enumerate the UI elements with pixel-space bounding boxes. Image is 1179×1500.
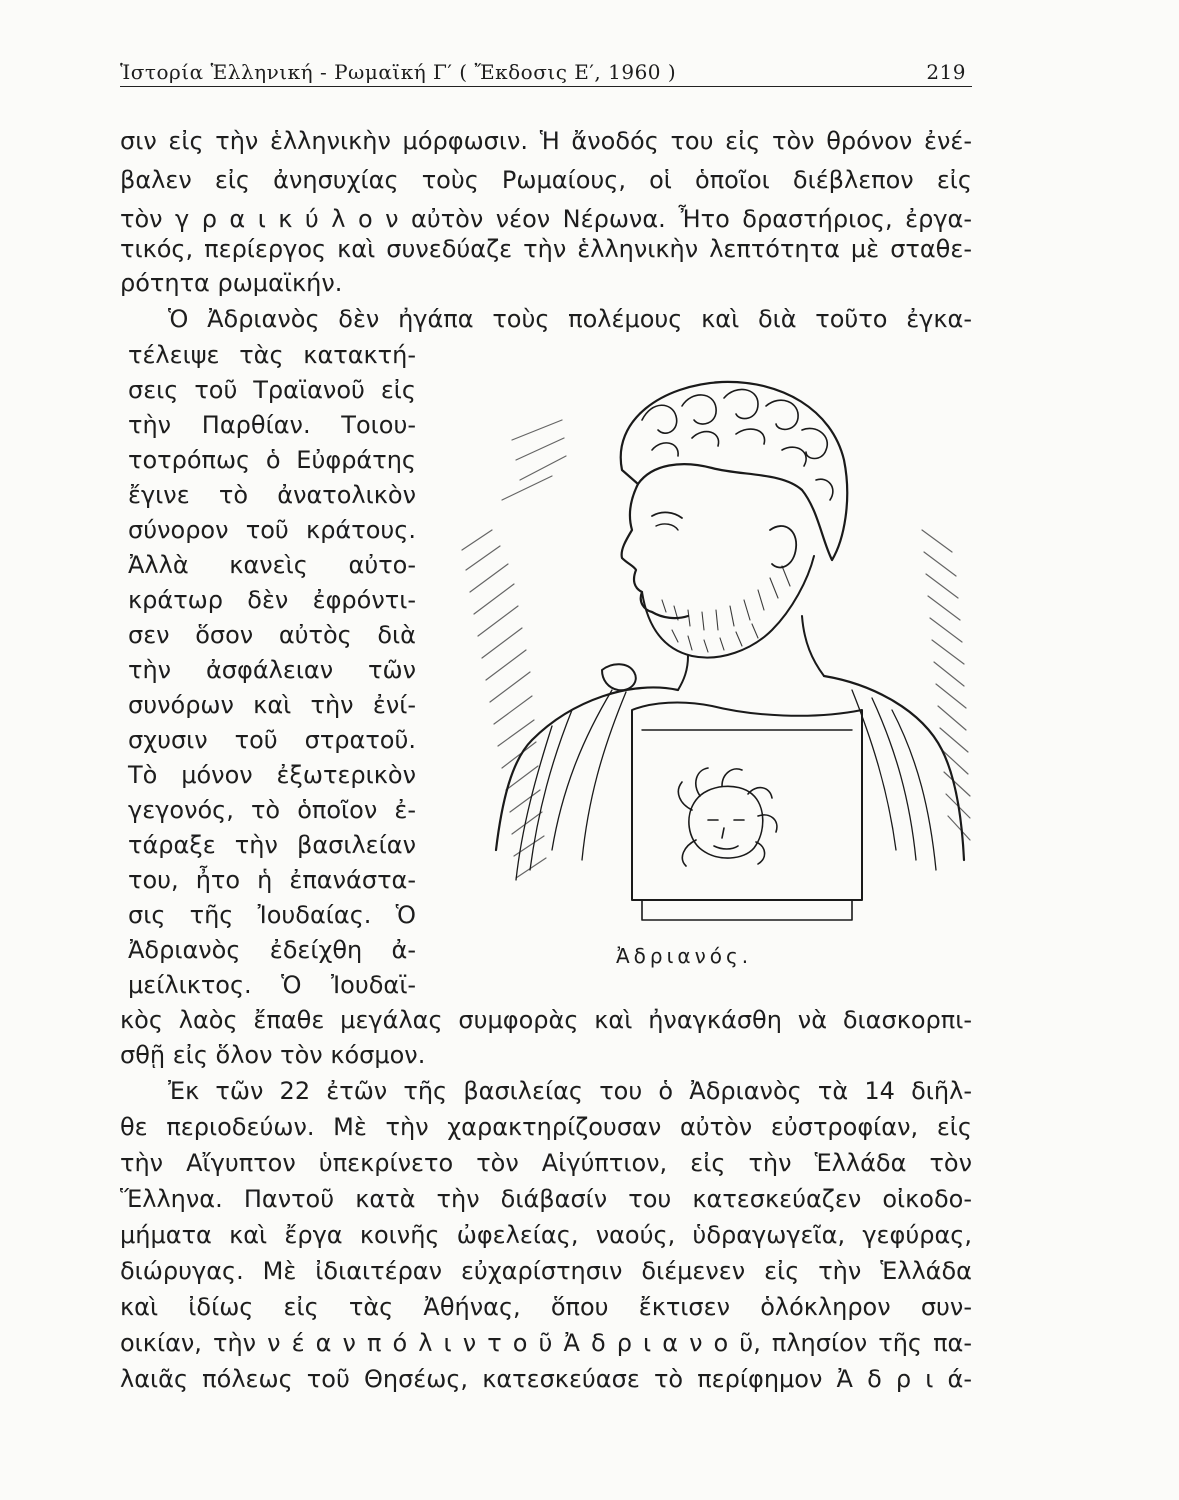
text-line: γεγονός, τὸ ὁποῖον ἐ- [128, 796, 416, 824]
text-line: τὸν γ ρ α ι κ ύ λ ο ν αὐτὸν νέον Νέρωνα. Ἦτο δραστήριος, ἐργα- [120, 205, 972, 233]
text-line: ἔγινε τὸ ἀνατολικὸν [128, 481, 416, 509]
text-line: τὴν Αἴγυπτον ὑπεκρίνετο τὸν Αἰγύπτιον, εἰς τὴν Ἑλλάδα τὸν [120, 1149, 972, 1177]
text-line: τικός, περίεργος καὶ συνεδύαζε τὴν ἑλληνικὴν λεπτότητα μὲ σταθε- [120, 235, 972, 263]
text-line: μείλικτος. Ὁ Ἰουδαϊ- [128, 971, 416, 999]
text-line: σεν ὅσον αὐτὸς διὰ [128, 621, 416, 649]
text-line: βαλεν εἰς ἀνησυχίας τοὺς Ρωμαίους, οἱ ὁποῖοι διέβλεπον εἰς [120, 166, 972, 194]
text-line: κράτωρ δὲν ἐφρόντι- [128, 586, 416, 614]
text-line: θε περιοδεύων. Μὲ τὴν χαρακτηρίζουσαν αὐτὸν εὐστροφίαν, εἰς [120, 1113, 972, 1141]
text-line: σχυσιν τοῦ στρατοῦ. [128, 726, 416, 754]
text-line: Ὁ Ἀδριανὸς δὲν ἠγάπα τοὺς πολέμους καὶ διὰ τοῦτο ἐγκα- [168, 305, 972, 333]
text-line: σιν εἰς τὴν ἑλληνικὴν μόρφωσιν. Ἡ ἄνοδός του εἰς τὸν θρόνον ἐνέ- [120, 127, 972, 155]
text-line: σθῇ εἰς ὅλον τὸν κόσμον. [120, 1041, 426, 1069]
bust-illustration [452, 380, 980, 940]
text-line: τὴν ἀσφάλειαν τῶν [128, 656, 416, 684]
text-line: του, ἦτο ἡ ἐπανάστα- [128, 866, 416, 894]
text-line: τοτρόπως ὁ Εὐφράτης [128, 446, 416, 474]
text-line: Ἐκ τῶν 22 ἐτῶν τῆς βασιλείας του ὁ Ἀδριανὸς τὰ 14 διῆλ- [168, 1077, 972, 1105]
text-line: Ἀδριανὸς ἐδείχθη ἀ- [128, 936, 416, 964]
header-title: Ἱστορία Ἑλληνική - Ρωμαϊκή Γ′ ( Ἔκδοσις Ε′, 1960 ) [120, 60, 677, 84]
text-line: ρότητα ρωμαϊκήν. [120, 269, 343, 297]
text-line: διώρυγας. Μὲ ἰδιαιτέραν εὐχαρίστησιν διέμενεν εἰς τὴν Ἑλλάδα [120, 1257, 972, 1285]
page-number: 219 [926, 60, 966, 84]
text-line: Ἕλληνα. Παντοῦ κατὰ τὴν διάβασίν του κατεσκεύαζεν οἰκοδο- [120, 1185, 972, 1213]
text-line: τὴν Παρθίαν. Τοιου- [128, 411, 416, 439]
text-line: κὸς λαὸς ἔπαθε μεγάλας συμφορὰς καὶ ἠναγκάσθη νὰ διασκορπι- [120, 1006, 972, 1034]
text-line: καὶ ἰδίως εἰς τὰς Ἀθήνας, ὅπου ἔκτισεν ὁλόκληρον συν- [120, 1293, 972, 1321]
running-header [120, 56, 972, 87]
figure-caption: Ἀδριανός. [616, 944, 753, 968]
text-line: σις τῆς Ἰουδαίας. Ὁ [128, 901, 416, 929]
text-line: λαιᾶς πόλεως τοῦ Θησέως, κατεσκεύασε τὸ περίφημον Ἀ δ ρ ι ά- [120, 1365, 972, 1393]
text-line: τέλειψε τὰς κατακτή- [128, 341, 416, 369]
text-line: συνόρων καὶ τὴν ἐνί- [128, 691, 416, 719]
text-line: τάραξε τὴν βασιλείαν [128, 831, 416, 859]
text-line: μήματα καὶ ἔργα κοινῆς ὠφελείας, ναούς, ὑδραγωγεῖα, γεφύρας, [120, 1221, 972, 1249]
text-line: Ἀλλὰ κανεὶς αὐτο- [128, 551, 416, 579]
text-line: σύνορον τοῦ κράτους. [128, 516, 416, 544]
text-line: Τὸ μόνον ἐξωτερικὸν [128, 761, 416, 789]
text-line: σεις τοῦ Τραϊανοῦ εἰς [128, 376, 416, 404]
text-line: οικίαν, τὴν ν έ α ν π ό λ ι ν τ ο ῦ Ἀ δ ρ ι α ν ο ῦ, πλησίον τῆς πα- [120, 1329, 972, 1357]
